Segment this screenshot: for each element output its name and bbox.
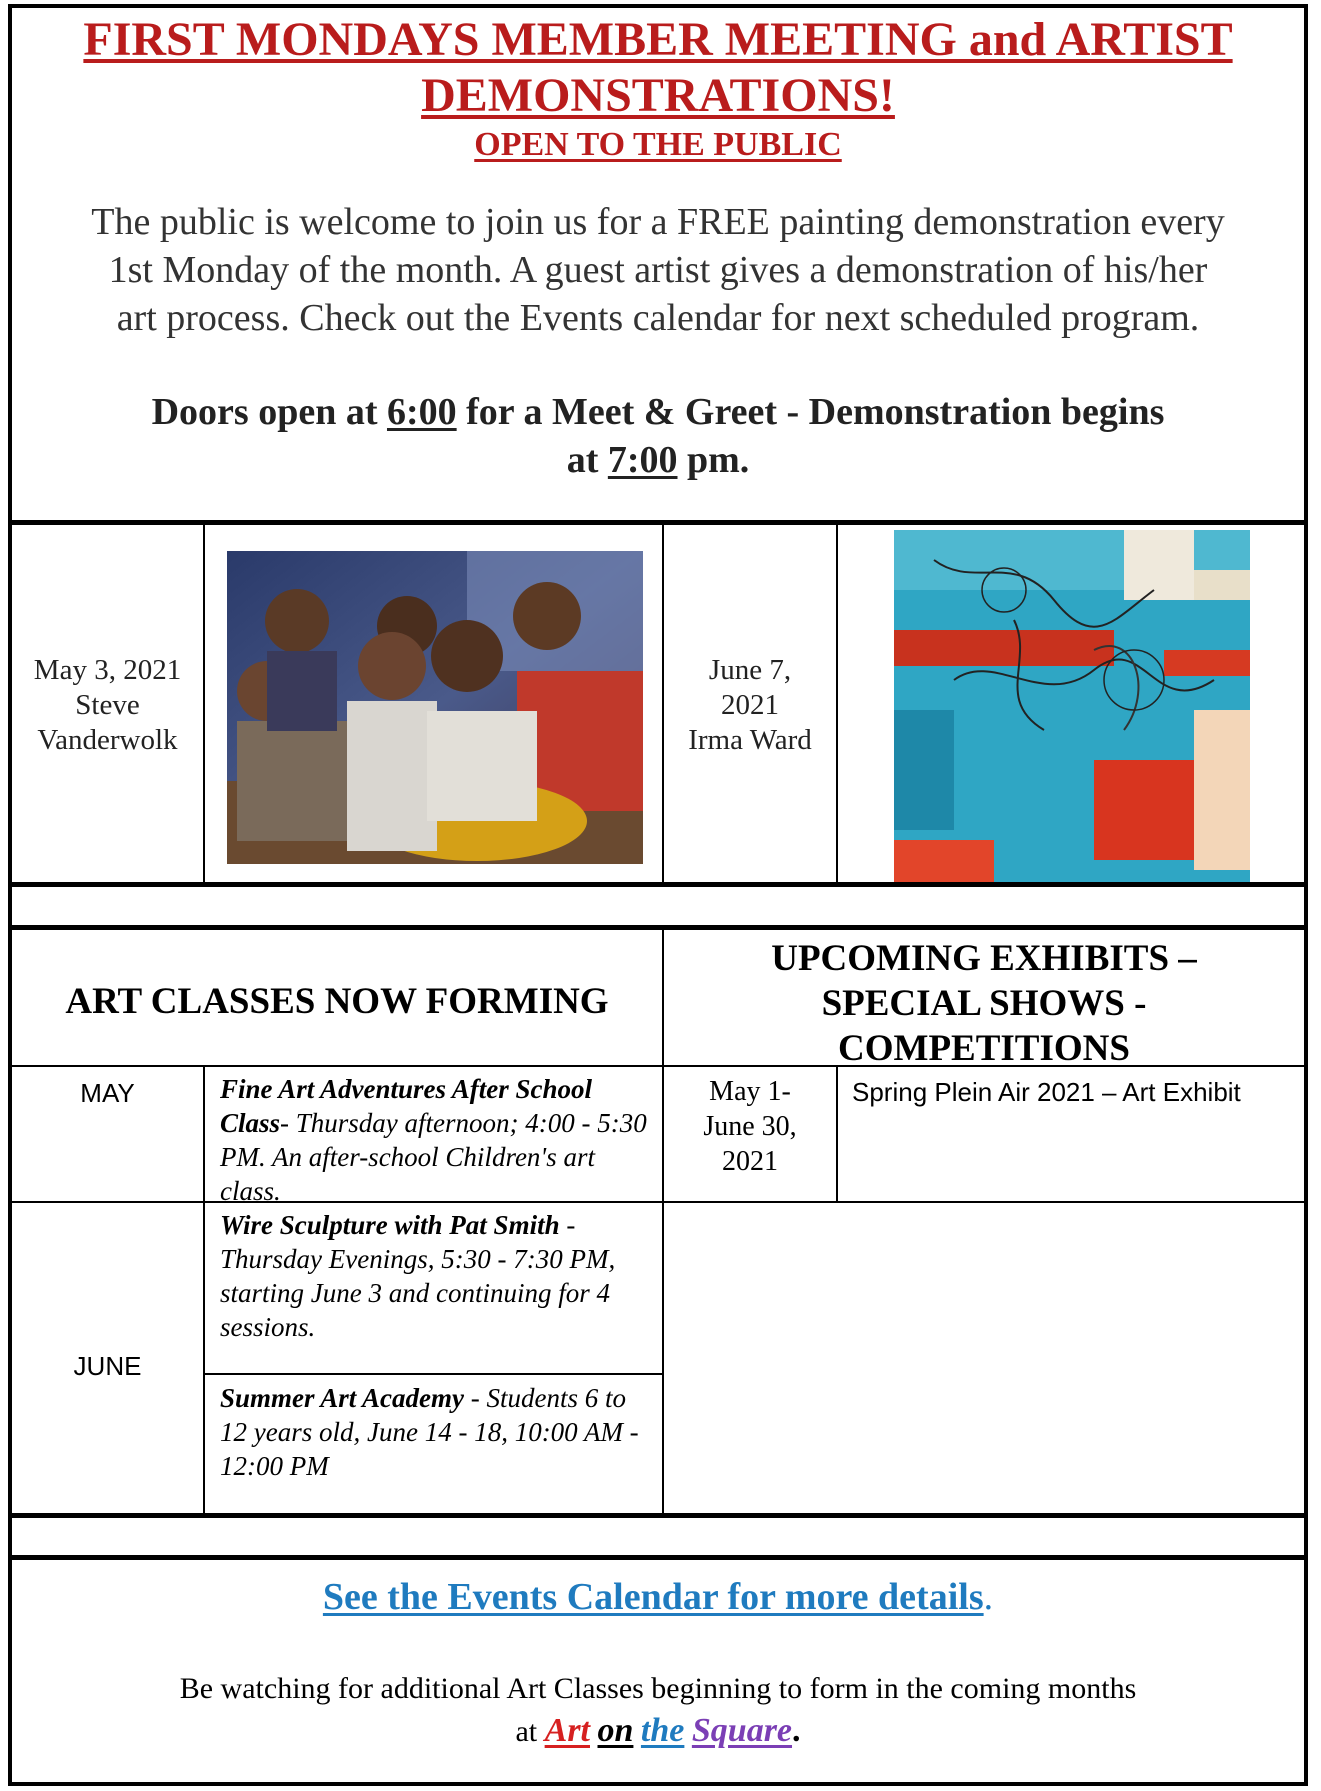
class-title: Wire Sculpture with Pat Smith <box>220 1210 560 1240</box>
class-item-june-1 <box>220 1208 652 1344</box>
footer-note: Be watching for additional Art Classes beginning to form in the coming months at Art on the Square. <box>179 1672 1137 1749</box>
month-label-may: MAY <box>80 1078 135 1108</box>
page-title <box>12 12 1304 124</box>
divider <box>8 882 1308 887</box>
exhibits-heading: UPCOMING EXHIBITS – SPECIAL SHOWS - COMPETITIONS <box>771 938 1197 1069</box>
intro-line: 1st Monday of the month. A guest artist gives a demonstration of his/her <box>108 249 1208 291</box>
divider <box>204 1373 664 1375</box>
doors-time: 6:00 <box>386 391 457 433</box>
events-link-row: See the Events Calendar for more details. <box>322 1576 994 1618</box>
class-title: Fine Art Adventures After School Class <box>220 1074 593 1138</box>
divider <box>8 1555 1308 1560</box>
divider <box>8 1513 1308 1518</box>
class-desc: - Thursday afternoon; 4:00 - 5:30 PM. An after-school Children's art class. <box>220 1108 647 1206</box>
outer-border-right <box>1304 4 1308 1786</box>
classes-heading: ART CLASSES NOW FORMING <box>65 981 609 1022</box>
exhibit-name: Spring Plein Air 2021 – Art Exhibit <box>852 1077 1241 1107</box>
demo-artist: Irma Ward <box>688 724 812 756</box>
divider <box>664 1201 1308 1203</box>
meeting-times: Doors open at 6:00 for a Meet & Greet - Demonstration begins at 7:00 pm. <box>151 391 1165 481</box>
demo-artist: Steve Vanderwolk <box>37 689 178 756</box>
outer-border-top <box>8 4 1308 8</box>
brand-square: Square <box>691 1712 793 1749</box>
demo-date: June 7, 2021 <box>708 654 792 721</box>
intro-line: The public is welcome to join us for a FREE painting demonstration every <box>91 201 1225 243</box>
class-desc: - Students 6 to 12 years old, June 14 - 18, 10:00 AM - 12:00 PM <box>220 1383 639 1481</box>
month-label-june: JUNE <box>73 1351 142 1381</box>
title-line-1: FIRST MONDAYS MEMBER MEETING and ARTIST <box>83 13 1233 66</box>
demo-1-caption <box>12 653 203 758</box>
exhibit-date: May 1- June 30, 2021 <box>703 1076 797 1177</box>
demo-1-painting <box>227 551 643 864</box>
brand-on: on <box>597 1712 634 1749</box>
demo-2-painting <box>894 530 1250 882</box>
class-title: Summer Art Academy <box>220 1383 465 1413</box>
outer-border-bottom <box>8 1782 1308 1786</box>
subtitle: OPEN TO THE PUBLIC <box>474 126 842 163</box>
class-desc: - Thursday Evenings, 5:30 - 7:30 PM, starting June 3 and continuing for 4 sessions. <box>220 1210 616 1342</box>
divider <box>8 925 1308 930</box>
demo-date: May 3, 2021 <box>33 654 182 686</box>
divider <box>203 1067 205 1513</box>
brand-art: Art <box>544 1712 590 1749</box>
class-item-june-2 <box>220 1381 652 1483</box>
intro-paragraph <box>12 198 1304 342</box>
brand-the: the <box>640 1712 685 1749</box>
begins-time: 7:00 <box>607 439 678 481</box>
demo-2-caption <box>664 653 836 758</box>
events-calendar-link[interactable]: See the Events Calendar for more details <box>322 1576 984 1618</box>
title-line-2: DEMONSTRATIONS! <box>421 69 895 122</box>
intro-line: art process. Check out the Events calendar for next scheduled program. <box>116 297 1200 339</box>
divider <box>203 525 205 882</box>
divider <box>836 525 838 882</box>
class-item-may <box>220 1072 652 1208</box>
divider <box>836 1067 838 1202</box>
